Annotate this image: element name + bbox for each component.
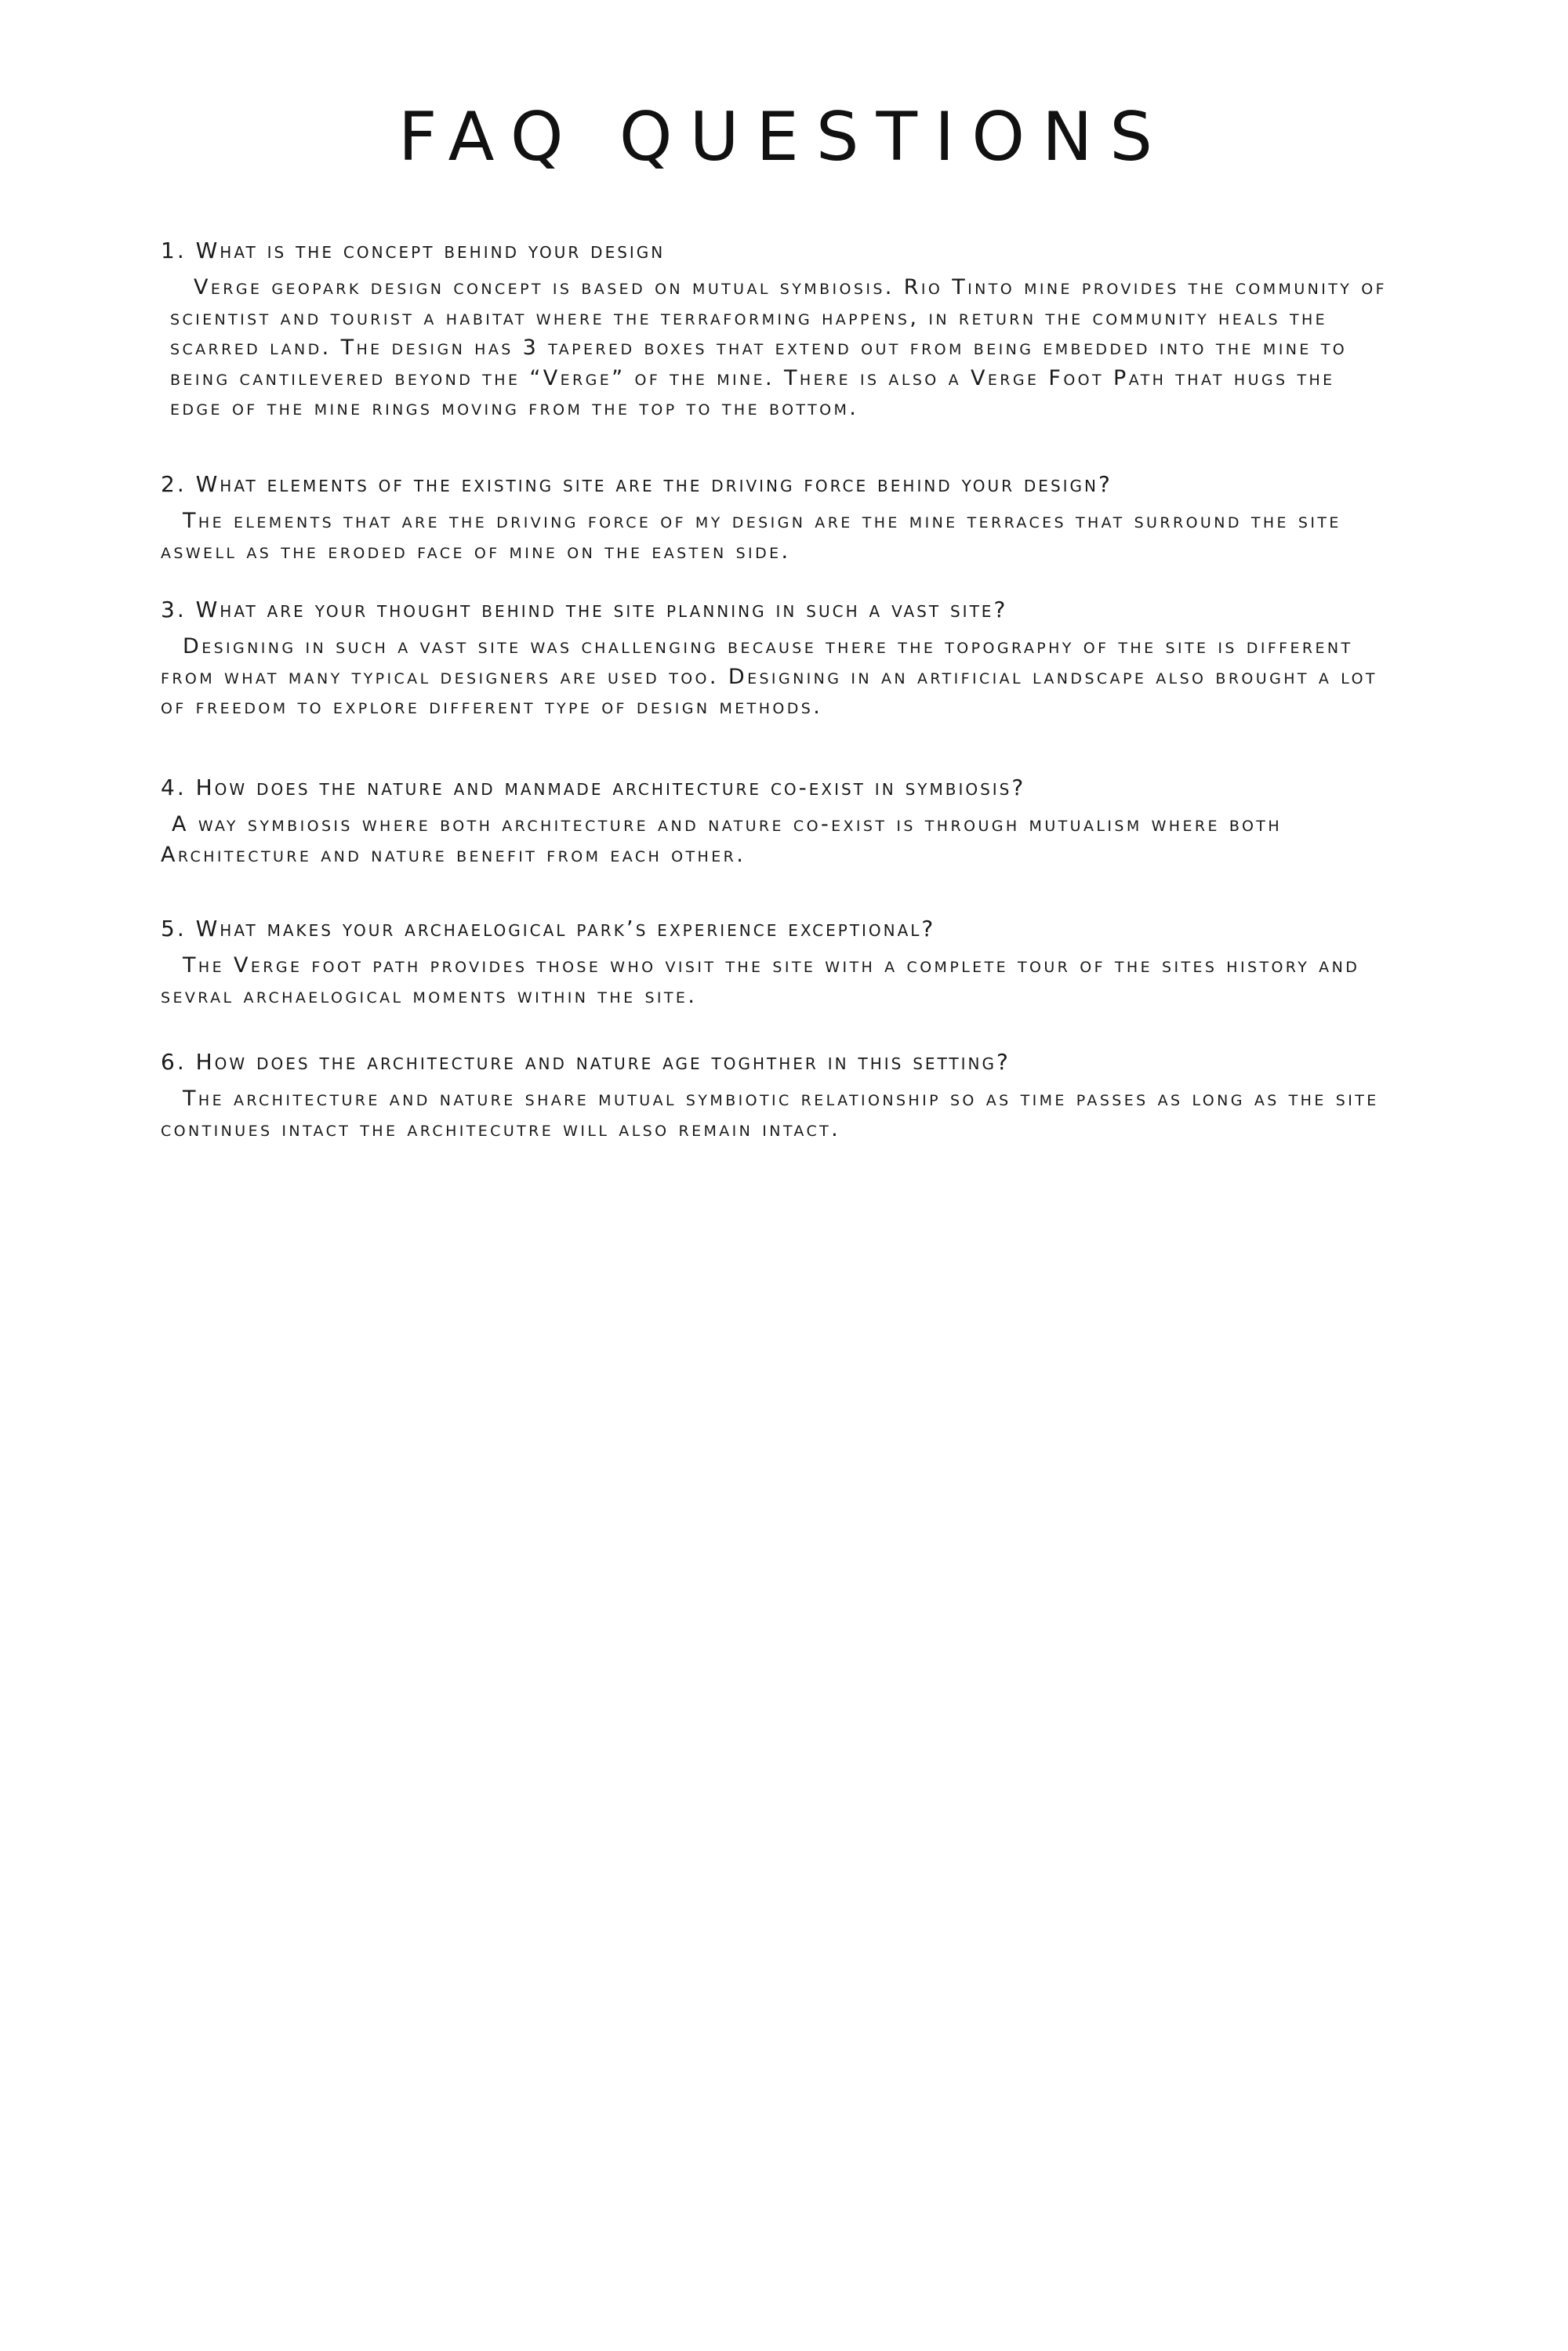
faq-question-5: 5. What makes your archaelogical park’s experience exceptional? bbox=[161, 916, 936, 941]
faq-question-4: 4. How does the nature and manmade architecture co-exist in symbiosis? bbox=[161, 775, 1026, 800]
faq-item-1 bbox=[161, 235, 1392, 424]
faq-answer-1: Verge geopark design concept is based on mutual symbiosis. Rio Tinto mine provides the community of scientist and tourist a habitat where the terraforming happens, in return the community heals the scarred land. The design has 3 tapered boxes that extend out from being embedded into the mine to being cantilevered beyond the “Verge” of the mine. There is also a Verge Foot Path that hugs the edge of the mine rings moving from the top to the bottom. bbox=[170, 275, 1387, 420]
faq-answer-2: The elements that are the driving force of my design are the mine terraces that surround the site aswell as the eroded face of mine on the easten side. bbox=[161, 509, 1341, 564]
faq-question-2: 2. What elements of the existing site are the driving force behind your design? bbox=[161, 471, 1112, 497]
faq-item-5 bbox=[161, 913, 1392, 1011]
faq-question-1: 1. What is the concept behind your design bbox=[161, 238, 666, 263]
faq-answer-3: Designing in such a vast site was challenging because there the topography of the site is different from what many typical designers are used too. Designing in an artificial landscape also brought a lot of freedom to explore different type of design methods. bbox=[161, 634, 1377, 719]
faq-item-4 bbox=[161, 772, 1392, 870]
faq-answer-5: The Verge foot path provides those who visit the site with a complete tour of the sites history and sevral archaelogical moments within the site. bbox=[161, 953, 1360, 1008]
page-title: FAQ QUESTIONS bbox=[398, 98, 1170, 176]
faq-item-6 bbox=[161, 1047, 1392, 1145]
faq-answer-6: The architecture and nature share mutual symbiotic relationship so as time passes as long as the site continues intact the architecutre will also remain intact. bbox=[161, 1087, 1379, 1141]
faq-item-3 bbox=[161, 594, 1392, 723]
faq-answer-4: A way symbiosis where both architecture and nature co-exist is through mutualism where both Architecture and nature benefit from each other. bbox=[161, 812, 1283, 867]
faq-question-3: 3. What are your thought behind the site planning in such a vast site? bbox=[161, 597, 1008, 622]
faq-item-2 bbox=[161, 469, 1392, 567]
faq-question-6: 6. How does the architecture and nature age toghther in this setting? bbox=[161, 1049, 1011, 1075]
